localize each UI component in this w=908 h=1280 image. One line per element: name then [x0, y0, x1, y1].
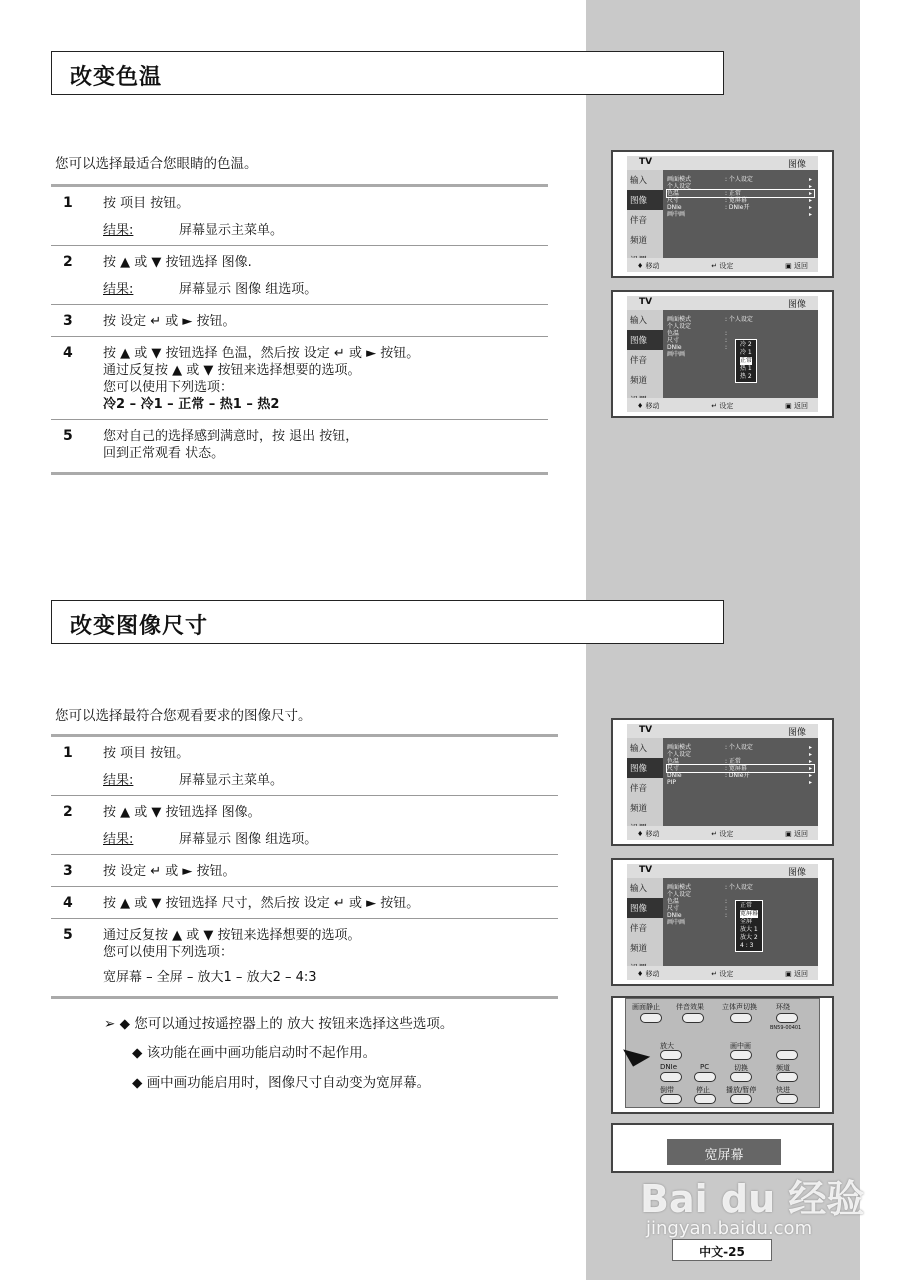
section-intro: 您可以选择最符合您观看要求的图像尺寸。 — [55, 708, 312, 724]
options-list: 冷2 – 冷1 – 正常 – 热1 – 热2 — [103, 397, 280, 412]
pointer-arrow-icon: ◣ — [619, 1034, 653, 1070]
section-intro: 您可以选择最适合您眼睛的色温。 — [55, 156, 258, 172]
note-item: ◆ 该功能在画中画功能启动时不起作用。 — [132, 1045, 377, 1061]
tv-menu-screenshot: TV 图像 输入 图像 伴音 频道 画面模式 : 个人设定 个人设定 色温 : 尺寸 : DNIe : 画中画 正常 宽屏幕 全屏 放大 1 放大 2 4 : 3 ♦ 移动 ↵ 设定 ▣ 返回 — [611, 858, 834, 986]
step-text: 按 项目 按钮。 — [103, 196, 190, 211]
color-temp-popup: 冷 2 冷 1 正常 热 1 热 2 — [735, 339, 757, 383]
step-text: 通过反复按 ▲ 或 ▼ 按钮来选择想要的选项。 — [103, 928, 361, 943]
step-number: 4 — [63, 895, 73, 911]
step-number: 1 — [63, 745, 73, 761]
step — [51, 337, 548, 419]
step-number: 5 — [63, 927, 73, 943]
section-title: 改变色温 — [70, 65, 163, 90]
step-text: 您可以使用下列选项： — [103, 945, 234, 960]
step-text: 按 设定 ↵ 或 ► 按钮。 — [103, 314, 236, 329]
step-text: 您对自己的选择感到满意时，按 退出 按钮， — [103, 429, 359, 444]
watermark-url: jingyan.baidu.com — [646, 1218, 813, 1239]
step — [51, 737, 558, 795]
steps-list — [51, 184, 548, 475]
step-number: 2 — [63, 804, 73, 820]
diamond-icon: ◆ — [132, 1045, 147, 1061]
step — [51, 246, 548, 304]
step-text: 按 设定 ↵ 或 ► 按钮。 — [103, 864, 236, 879]
step — [51, 796, 558, 854]
step — [51, 887, 558, 918]
step-number: 3 — [63, 863, 73, 879]
section-title: 改变图像尺寸 — [70, 614, 209, 639]
step — [51, 305, 548, 336]
step-text: 按 ▲ 或 ▼ 按钮选择 图像。 — [103, 805, 261, 820]
step-text: 按 ▲ 或 ▼ 按钮选择 色温，然后按 设定 ↵ 或 ► 按钮。 — [103, 346, 420, 361]
result-value: 屏幕显示 图像 组选项。 — [179, 282, 318, 297]
result-key: 结果: — [103, 282, 134, 297]
size-popup: 正常 宽屏幕 全屏 放大 1 放大 2 4 : 3 — [735, 900, 763, 952]
tv-menu-screenshot: TV 图像 输入 图像 伴音 频道 画面模式 : 个人设定 个人设定 色温 : 尺寸 : DNIe : 画中画 冷 2 冷 1 正常 热 1 热 2 ♦ 移动 ↵ 设定 ▣ 返回 — [611, 290, 834, 418]
result-value: 屏幕显示主菜单。 — [179, 773, 284, 788]
steps-list — [51, 734, 558, 999]
step-text: 按 ▲ 或 ▼ 按钮选择 图像. — [103, 255, 252, 270]
step-text: 您可以使用下列选项： — [103, 380, 234, 395]
step-text: 回到正常观看 状态。 — [103, 446, 225, 461]
tv-menu-screenshot: TV 图像 输入 图像 伴音 频道 画面模式 : 个人设定 ▸ 个人设定 ▸ 色温 : 正常 ▸ 尺寸 : 宽屏幕 ▸ DNIe : DNIe开 ▸ PIP ▸ ♦ 移动 ↵ 设定 ▣ 返回 — [611, 718, 834, 846]
step — [51, 420, 548, 472]
step — [51, 919, 558, 996]
step — [51, 187, 548, 245]
result-key: 结果: — [103, 832, 134, 847]
remote-control-image: 画面静止 伴音效果 立体声切换 环绕 BN59-00401 放大 画中画 DNIe PC 切换 频道 倒带 停止 播放/暂停 快进 ◣ — [611, 996, 834, 1114]
result-value: 屏幕显示 图像 组选项。 — [179, 832, 318, 847]
step-number: 1 — [63, 195, 73, 211]
result-key: 结果: — [103, 773, 134, 788]
note-item: ➢ ◆ 您可以通过按遥控器上的 放大 按钮来选择这些选项。 — [104, 1016, 454, 1032]
note-item: ◆ 画中画功能启用时，图像尺寸自动变为宽屏幕。 — [132, 1075, 431, 1091]
section-title-box — [51, 600, 724, 644]
options-list: 宽屏幕 – 全屏 – 放大1 – 放大2 – 4:3 — [103, 970, 317, 985]
step-number: 3 — [63, 313, 73, 329]
wide-screen-osd — [611, 1123, 834, 1173]
step-number: 5 — [63, 428, 73, 444]
arrow-icon: ➢ ◆ — [104, 1016, 135, 1032]
step-text: 按 项目 按钮。 — [103, 746, 190, 761]
step-text: 通过反复按 ▲ 或 ▼ 按钮来选择想要的选项。 — [103, 363, 361, 378]
wide-screen-label: 宽屏幕 — [667, 1139, 781, 1165]
step — [51, 855, 558, 886]
diamond-icon: ◆ — [132, 1075, 147, 1091]
step-number: 2 — [63, 254, 73, 270]
step-number: 4 — [63, 345, 73, 361]
page-number: 中文-25 — [672, 1239, 772, 1261]
result-value: 屏幕显示主菜单。 — [179, 223, 284, 238]
tv-menu-screenshot: TV 图像 输入 图像 伴音 频道 画面模式 : 个人设定 ▸ 个人设定 ▸ 色温 : 正常 ▸ 尺寸 : 宽屏幕 ▸ DNIe : DNIe开 ▸ 画中画 ▸ ♦ 移动 ↵ 设定 ▣ 返回 — [611, 150, 834, 278]
step-text: 按 ▲ 或 ▼ 按钮选择 尺寸，然后按 设定 ↵ 或 ► 按钮。 — [103, 896, 420, 911]
watermark: Bai du 经验 — [640, 1177, 865, 1221]
section-title-box — [51, 51, 724, 95]
result-key: 结果: — [103, 223, 134, 238]
